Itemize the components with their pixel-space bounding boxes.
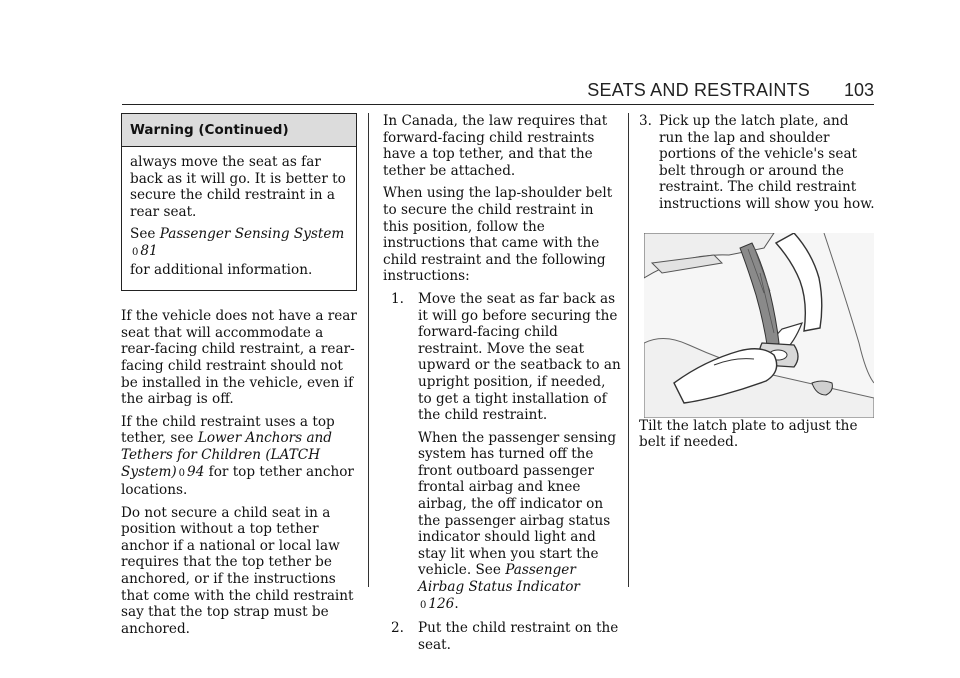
step-number: 1. [391,290,404,307]
paragraph: When using the lap-shoulder belt to secure the child restraint in this position, follow the instructions that came with the child restraint and the following instructions: [383,185,613,285]
figure-caption: Tilt the latch plate to adjust the belt if needed. [639,417,858,451]
step-text: Pick up the latch plate, and run the lap and shoulder portions of the vehicle's seat belt through or around the restraint. The child restraint instructions will show you how. [659,113,875,212]
xref-page: 81 [140,242,158,259]
page-number: 103 [843,80,874,100]
text: When the passenger sensing system has turned off the front outboard passenger frontal airbag and knee airbag, the off indicator on the passenger airbag status indicator should light and stay lit when you start the vehicle. See [418,429,617,579]
column-left [121,113,357,643]
warning-title: Warning (Continued) [122,114,356,147]
latch-plate-illustration [644,233,874,418]
page-ref-icon: 0 [132,246,139,258]
paragraph: In Canada, the law requires that forward-facing child restraints have a top tether, and that the tether be attached. [383,113,608,179]
text: for top tether anchor locations. [121,463,354,499]
column-divider [368,113,369,587]
see-suffix: for additional information. [130,261,313,278]
paragraph: Do not secure a child seat in a position without a top tether anchor if a national or local law requires that the top tether be anchored, or if the instructions that come with the child restraint say that the top strap must be anchored. [121,504,354,637]
column-divider [628,113,629,587]
step-text: Put the child restraint on the seat. [418,620,619,653]
xref-link-airbag-status[interactable]: Passenger Airbag Status Indicator [418,562,580,596]
warning-text: always move the seat as far back as it will go. It is better to secure the child restraint in a rear seat. [130,154,346,220]
step-text: Move the seat as far back as it will go before securing the forward-facing child restraint. Move the seat upward or the seatback to an upright position, if needed, to get a tight installation of the child restraint. [418,290,621,424]
step-number: 3. [639,113,652,129]
list-item [383,620,621,653]
warning-box [121,113,357,291]
section-title: SEATS AND RESTRAINTS [587,80,810,100]
text: . [454,595,459,612]
page-ref-icon: 0 [420,599,427,611]
step-number: 2. [391,620,404,637]
step-note [418,430,621,615]
xref-link-latch[interactable]: Lower Anchors and Tethers for Children (LATCH System) [121,430,333,480]
warning-body [122,147,356,290]
xref-page: 94 [187,463,205,480]
column-middle [383,113,621,659]
paragraph: If the vehicle does not have a rear seat that will accommodate a rear-facing child restraint, a rear-facing child restraint should not be installed in the vehicle, even if the airbag is off. [121,308,357,408]
page-ref-icon: 0 [178,467,186,479]
page-header [122,80,874,105]
column-right [639,113,875,457]
paragraph-tether [121,414,357,499]
list-item [639,113,875,213]
instruction-list [383,291,621,653]
text: If the child restraint uses a top tether, see [121,413,335,447]
xref-page: 126 [428,595,455,612]
warning-see-reference [130,226,348,278]
see-prefix: See [130,226,160,243]
list-item [383,291,621,614]
xref-link-passenger-sensing[interactable]: Passenger Sensing System [159,226,345,243]
